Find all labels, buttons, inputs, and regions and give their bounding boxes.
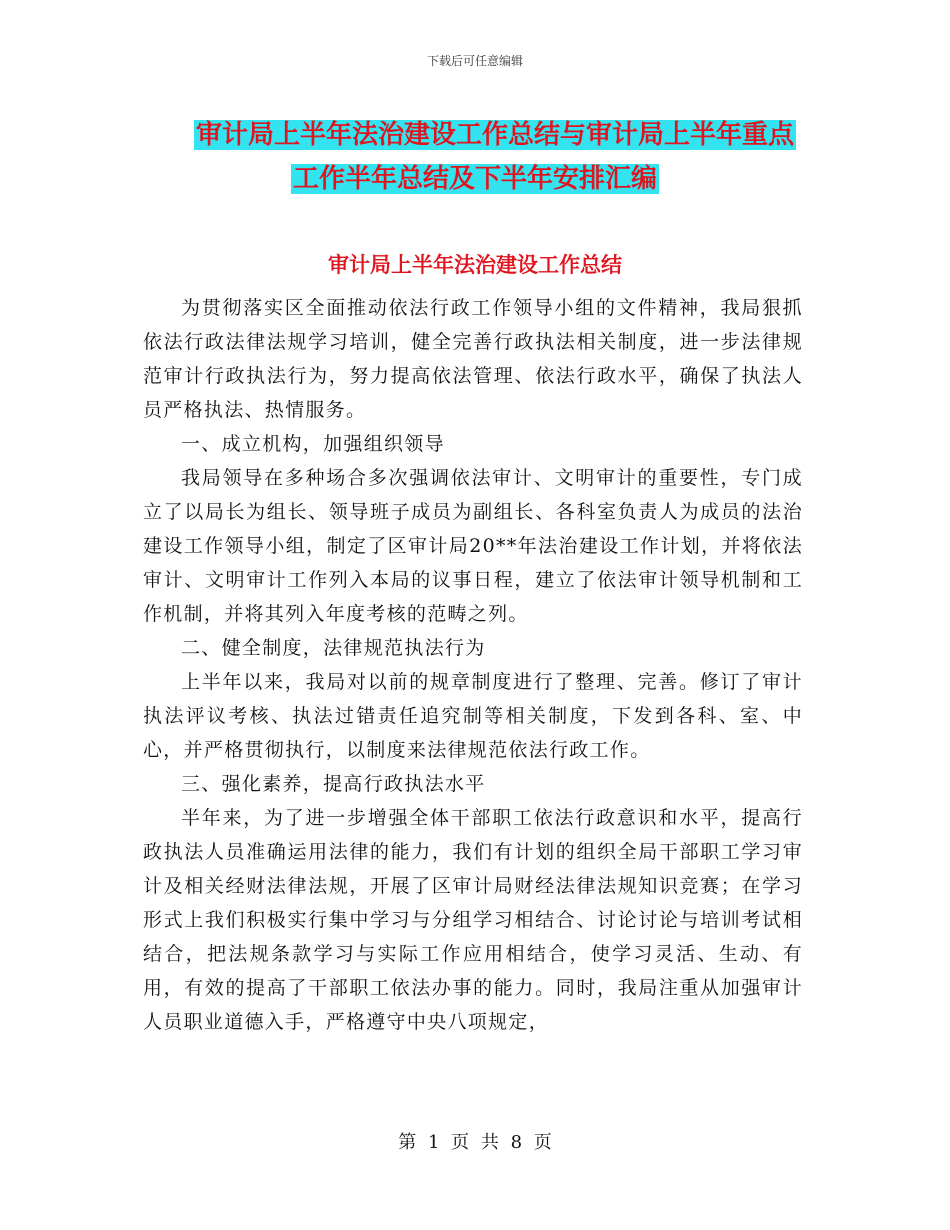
heading-3: 三、强化素养，提高行政执法水平	[181, 773, 486, 795]
document-body	[143, 291, 803, 1039]
page-footer: 第 1 页 共 8 页	[398, 1132, 552, 1153]
paragraph-3: 半年来，为了进一步增强全体干部职工依法行政意识和水平，提高行政执法人员准确运用法律的能力，我们有计划的组织全局干部职工学习审计及相关经财法律法规，开展了区审计局财经法律法规知识竞赛；在学习形式上我们积极实行集中学习与分组学习相结合、讨论讨论与培训考试相结合，把法规条款学习与实际工作应用相结合，使学习灵活、生动、有用，有效的提高了干部职工依法办事的能力。同时，我局注重从加强审计人员职业道德入手，严格遵守中央八项规定，	[143, 807, 803, 1033]
heading-2: 二、健全制度，法律规范执法行为	[181, 637, 486, 659]
paragraph-2: 上半年以来，我局对以前的规章制度进行了整理、完善。修订了审计执法评议考核、执法过错责任追究制等相关制度，下发到各科、室、中心，并严格贯彻执行，以制度来法律规范依法行政工作。	[143, 671, 803, 761]
section-title: 审计局上半年法治建设工作总结	[328, 253, 622, 277]
document-title-line-2	[0, 158, 950, 195]
title-highlight-2: 工作半年总结及下半年安排汇编	[292, 164, 657, 194]
paragraph-intro: 为贯彻落实区全面推动依法行政工作领导小组的文件精神，我局狠抓依法行政法律法规学习培训，健全完善行政执法相关制度，进一步法律规范审计行政执法行为，努力提高依法管理、依法行政水平，确保了执法人员严格执法、热情服务。	[143, 297, 803, 421]
heading-1: 一、成立机构，加强组织领导	[181, 433, 445, 455]
document-title-line-1	[20, 114, 950, 151]
title-highlight-1: 审计局上半年法治建设工作总结与审计局上半年重点	[195, 120, 794, 150]
header-note: 下载后可任意编辑	[426, 54, 523, 68]
paragraph-1: 我局领导在多种场合多次强调依法审计、文明审计的重要性，专门成立了以局长为组长、领导班子成员为副组长、各科室负责人为成员的法治建设工作领导小组，制定了区审计局20**年法治建设工作计划，并将依法审计、文明审计工作列入本局的议事日程，建立了依法审计领导机制和工作机制，并将其列入年度考核的范畴之列。	[143, 467, 803, 625]
